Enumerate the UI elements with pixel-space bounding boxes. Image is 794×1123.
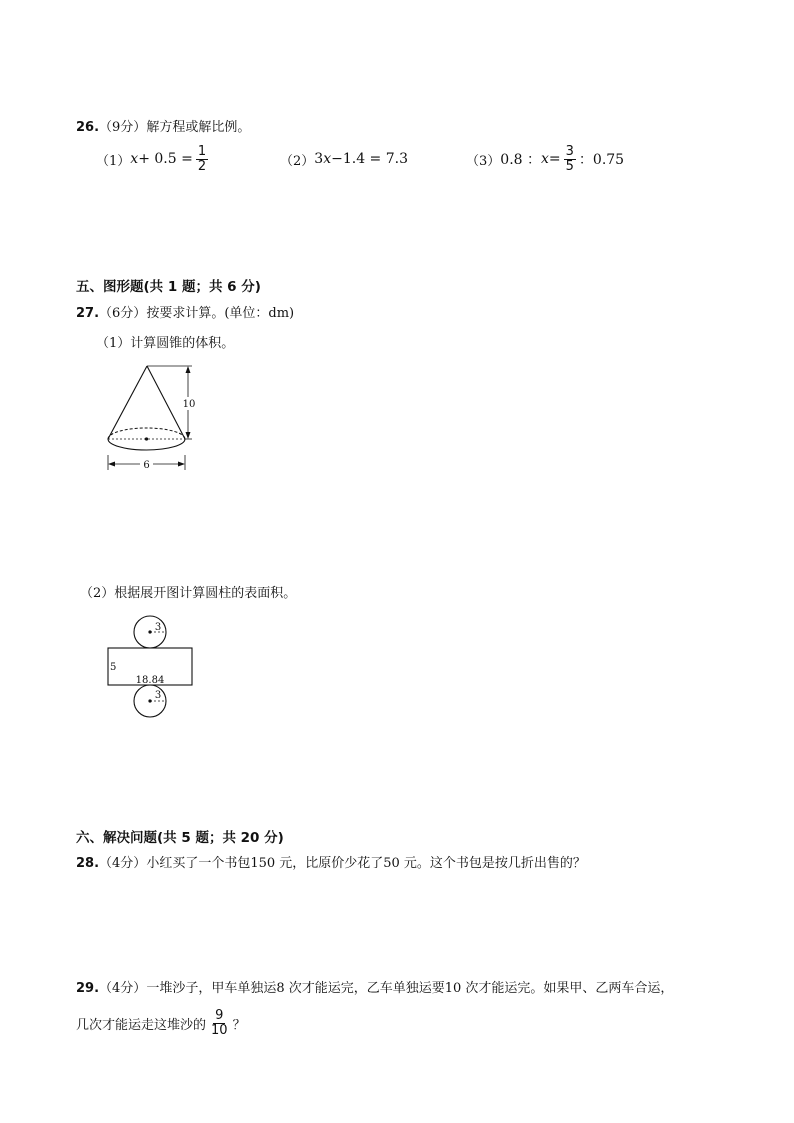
proportion-last-term: ：0.75 [578, 152, 625, 168]
rectangle-height-label: 5 [110, 662, 117, 673]
cone-height-label: 10 [182, 399, 196, 410]
question-score: （4分） [99, 856, 147, 871]
question-27-part-2: （2）根据展开图计算圆柱的表面积。 [80, 586, 297, 601]
question-number: 27. [76, 306, 100, 321]
fraction [564, 145, 576, 174]
equation-lhs: + 0.5 = [138, 151, 193, 167]
question-prompt: 小红买了一个书包150 元，比原价少花了50 元。这个书包是按几折出售的？ [146, 856, 586, 871]
equation-variable: x [130, 151, 139, 167]
fraction-denominator: 2 [197, 158, 207, 174]
cone-diameter-label: 6 [143, 460, 150, 471]
equation-1 [96, 142, 211, 176]
proportion-first-term: 0.8 ： [500, 152, 541, 168]
rectangle-length-label: 18.84 [135, 675, 165, 686]
question-29-line-2 [76, 1006, 246, 1040]
question-27-part-1: （1）计算圆锥的体积。 [96, 336, 235, 351]
question-29-line-1 [76, 977, 673, 996]
question-score: （6分） [99, 306, 147, 321]
fraction [196, 145, 208, 174]
question-mark: ？ [232, 1017, 246, 1033]
question-prompt-continued: 几次才能运走这堆沙的 [76, 1017, 207, 1033]
fraction-numerator: 9 [215, 1007, 224, 1023]
fraction-numerator: 1 [197, 143, 207, 159]
equation-variable: x [541, 151, 549, 167]
fraction-denominator: 5 [565, 158, 574, 174]
fraction-denominator: 10 [211, 1022, 228, 1038]
question-number: 28. [76, 856, 100, 871]
cylinder-net-diagram [100, 614, 200, 720]
question-prompt: 解方程或解比例。 [146, 120, 251, 135]
equation-label: （2） [280, 153, 315, 169]
question-26-header [76, 116, 250, 135]
equation-label: （3） [466, 153, 501, 169]
top-radius-label: 3 [154, 622, 162, 633]
equation-rest: −1.4 = 7.3 [331, 151, 408, 167]
question-27-header [76, 302, 294, 321]
equation-3 [466, 142, 624, 176]
section-title-5: 五、图形题(共 1 题；共 6 分) [76, 279, 261, 295]
fraction-numerator: 3 [565, 143, 574, 159]
question-score: （9分） [99, 120, 147, 135]
question-score: （4分） [99, 981, 147, 996]
question-prompt: 一堆沙子，甲车单独运8 次才能运完，乙车单独运要10 次才能运完。如果甲、乙两车合运， [146, 981, 674, 996]
question-prompt: 按要求计算。(单位：dm) [146, 306, 295, 321]
cone-diagram [100, 360, 210, 475]
question-number: 26. [76, 120, 100, 135]
equation-variable: x [323, 151, 332, 167]
fraction [209, 1009, 230, 1038]
equation-label: （1） [96, 153, 131, 169]
bottom-radius-label: 3 [154, 690, 162, 701]
equation-2 [280, 142, 408, 176]
question-28 [76, 852, 586, 871]
equation-coefficient: 3 [314, 151, 324, 167]
question-number: 29. [76, 981, 100, 996]
equals-sign: = [548, 151, 561, 167]
section-title-6: 六、解决问题(共 5 题；共 20 分) [76, 830, 284, 846]
